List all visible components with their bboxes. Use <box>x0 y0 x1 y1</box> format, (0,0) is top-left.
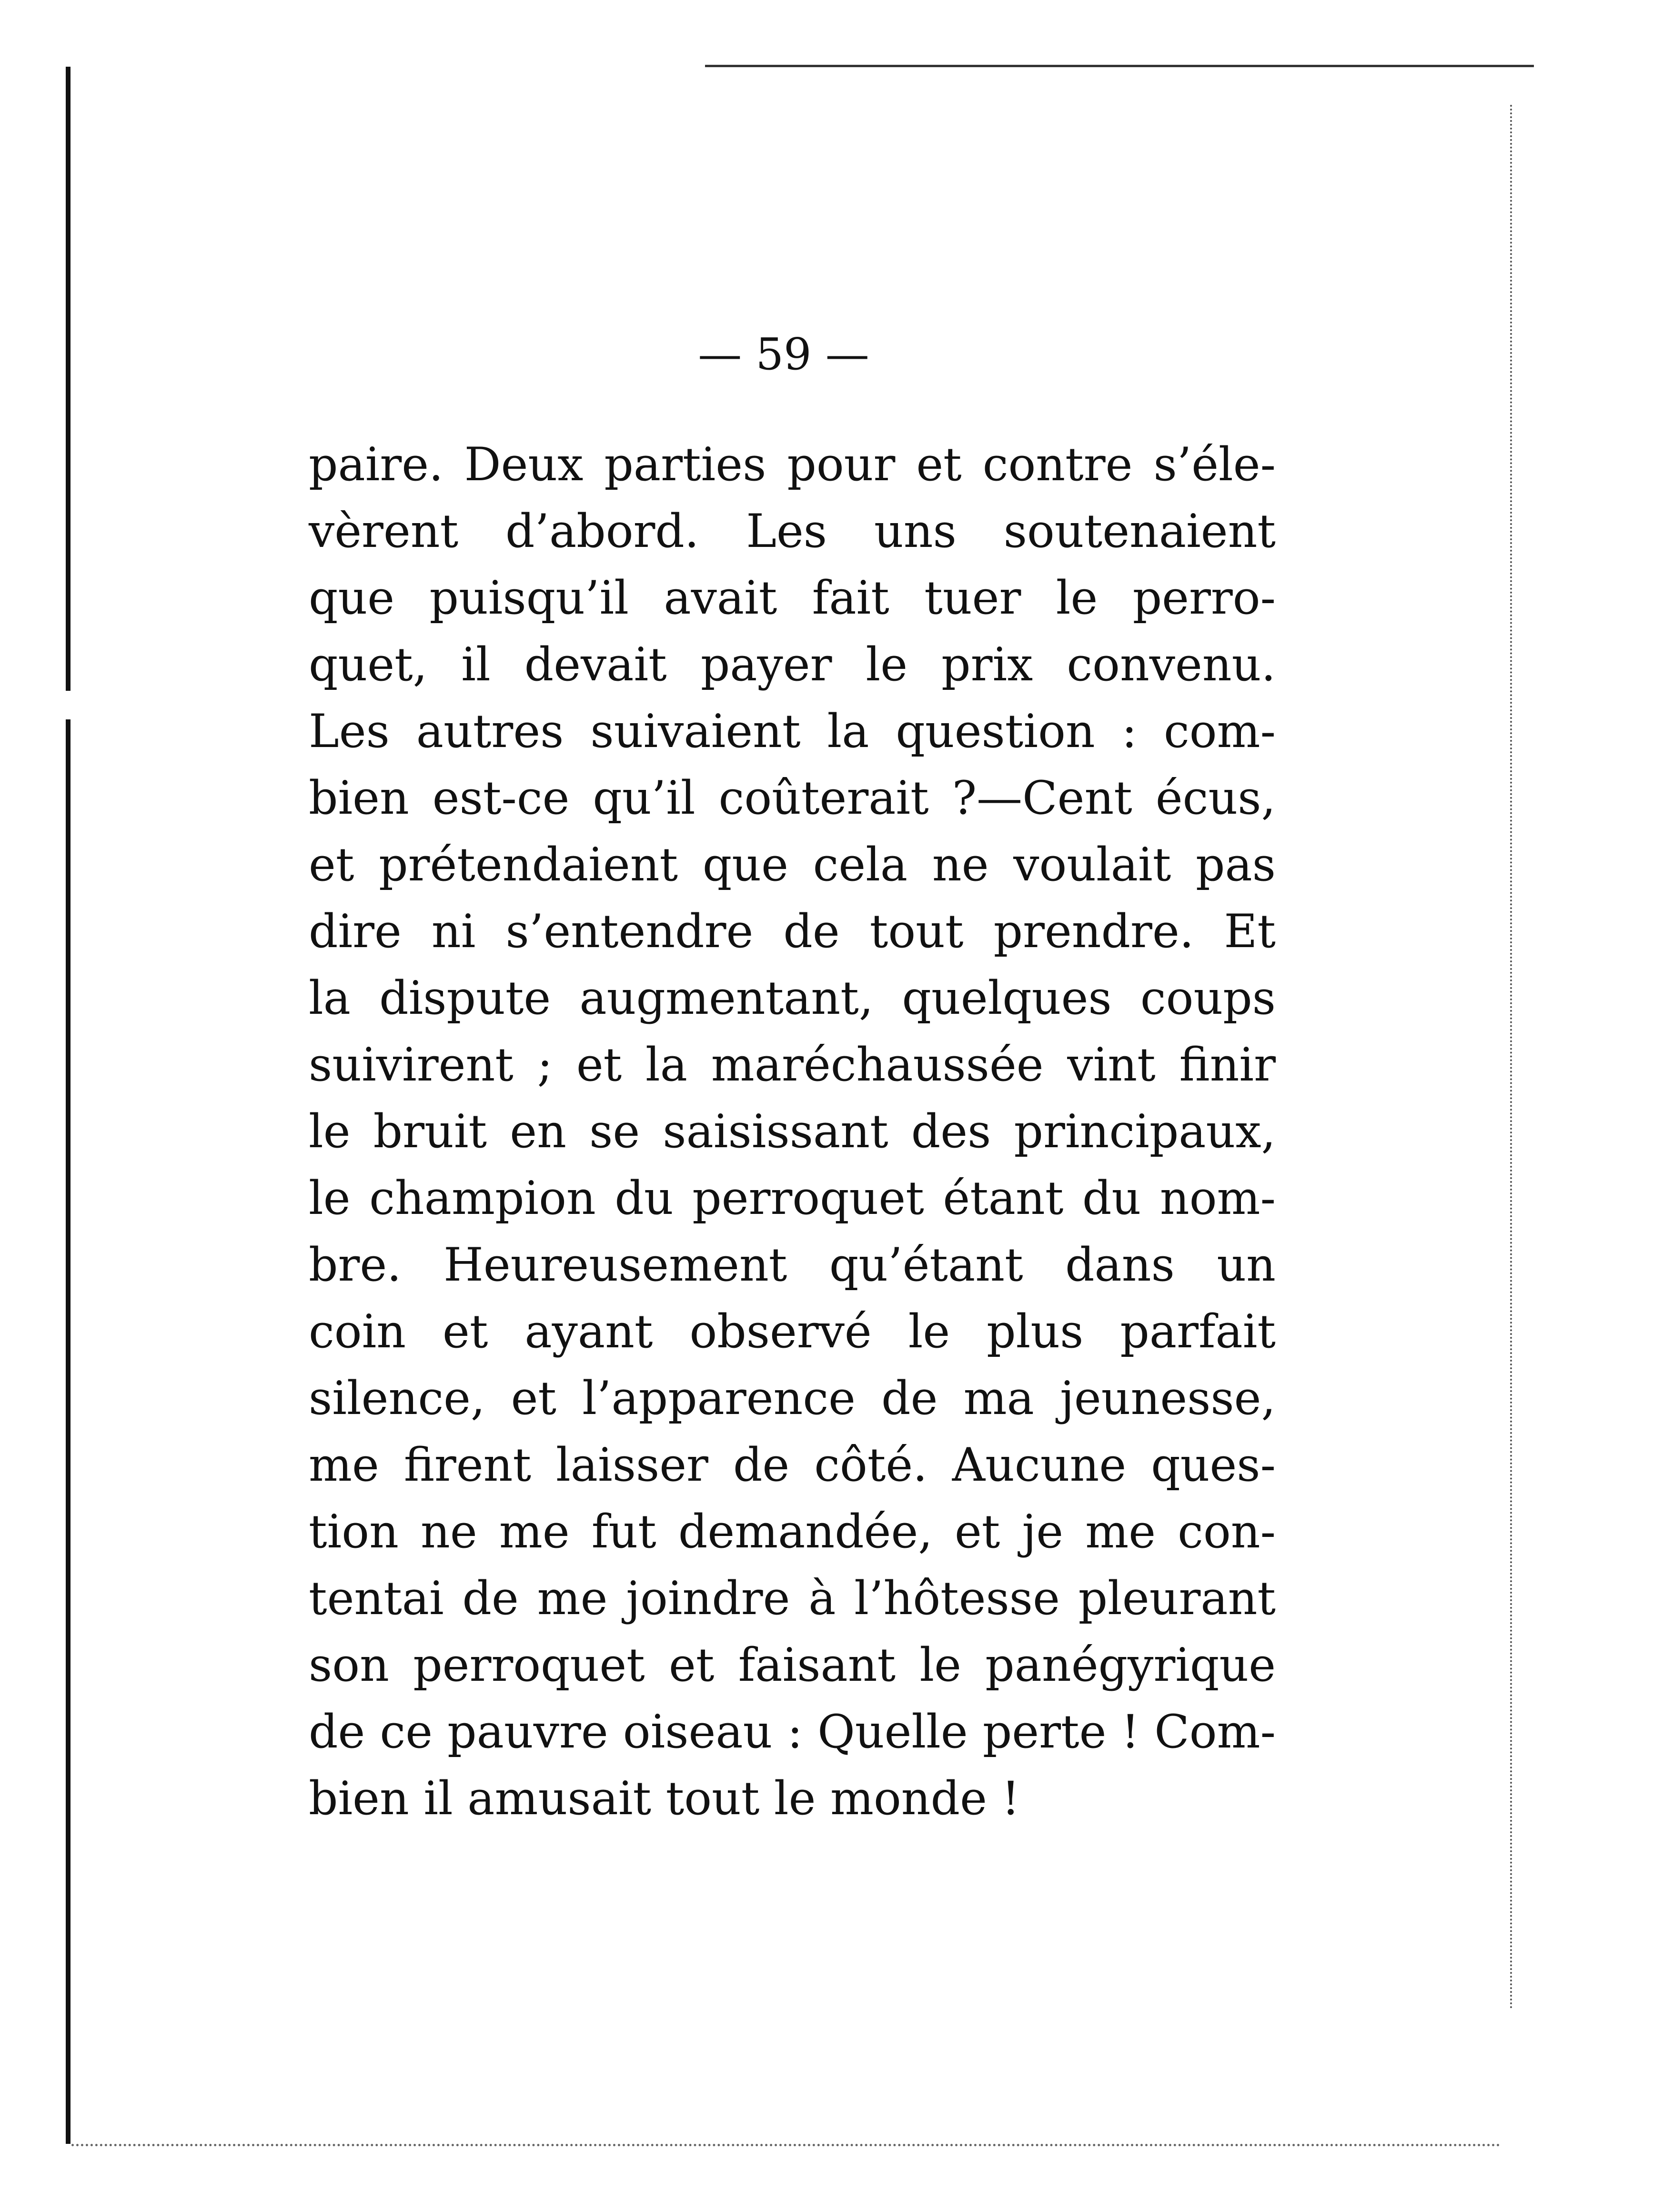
text-line: coin et ayant observé le plus parfait <box>309 1305 1276 1358</box>
text-line: la dispute augmentant, quelques coups <box>309 971 1276 1025</box>
text-line: bien il amusait tout le monde ! <box>309 1772 1020 1825</box>
text-line: le bruit en se saisissant des principaux, <box>309 1105 1276 1158</box>
body-text <box>309 431 1276 1832</box>
text-line: de ce pauvre oiseau : Quelle perte ! Com- <box>309 1705 1276 1758</box>
text-line: bien est-ce qu’il coûterait ?—Cent écus, <box>309 771 1276 825</box>
scan-edge-right <box>1510 105 1514 2010</box>
text-line: paire. Deux parties pour et contre s’éle- <box>309 438 1276 491</box>
scan-edge-left <box>66 67 71 2144</box>
text-line: bre. Heureusement qu’étant dans un <box>309 1238 1276 1292</box>
scan-edge-bottom <box>71 2144 1501 2146</box>
scan-edge-top <box>705 65 1534 67</box>
text-line: me firent laisser de côté. Aucune ques- <box>309 1438 1276 1492</box>
text-line: dire ni s’entendre de tout prendre. Et <box>309 905 1276 958</box>
text-line: suivirent ; et la maréchaussée vint finir <box>309 1038 1276 1091</box>
text-line: son perroquet et faisant le panégyrique <box>309 1638 1276 1692</box>
text-line: le champion du perroquet étant du nom- <box>309 1172 1276 1225</box>
text-line: et prétendaient que cela ne voulait pas <box>309 838 1276 891</box>
text-line: Les autres suivaient la question : com- <box>309 705 1276 758</box>
text-line: vèrent d’abord. Les uns soutenaient <box>309 505 1276 558</box>
text-line: que puisqu’il avait fait tuer le perro- <box>309 571 1276 625</box>
text-line: tion ne me fut demandée, et je me con- <box>309 1505 1276 1558</box>
page-number: — 59 — <box>698 329 869 380</box>
scan-edge-gap <box>62 691 75 719</box>
text-line: tentai de me joindre à l’hôtesse pleurant <box>309 1572 1276 1625</box>
text-line: quet, il devait payer le prix convenu. <box>309 638 1276 691</box>
text-line: silence, et l’apparence de ma jeunesse, <box>309 1372 1276 1425</box>
